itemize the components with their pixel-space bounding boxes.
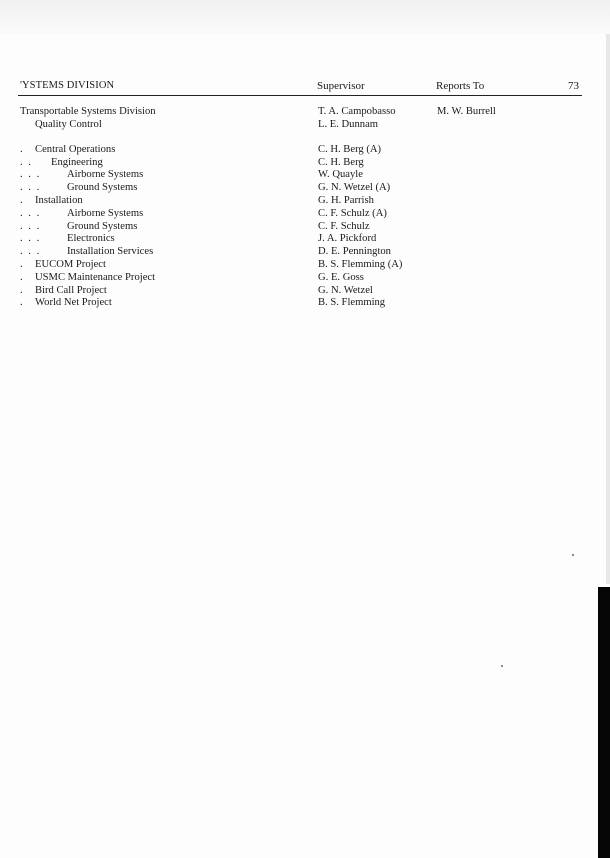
- unit-name: EUCOM Project: [35, 258, 106, 270]
- indent-dots: . . .: [20, 207, 41, 219]
- supervisor-name: J. A. Pickford: [318, 233, 377, 245]
- supervisor-name: L. E. Dunnam: [318, 118, 379, 130]
- unit-name: Engineering: [51, 156, 103, 168]
- unit-name: Airborne Systems: [67, 207, 144, 219]
- unit-name: World Net Project: [35, 297, 112, 309]
- supervisor-name: B. S. Flemming: [318, 297, 386, 309]
- indent-dots: .: [20, 194, 25, 206]
- unit-name: Transportable Systems Division: [20, 106, 156, 117]
- indent-dots: . .: [20, 156, 33, 168]
- page-header: [20, 80, 582, 94]
- division-title: 'YSTEMS DIVISION: [20, 80, 115, 91]
- scan-speck: [501, 665, 503, 667]
- table-row: [0, 169, 610, 182]
- supervisor-name: T. A. Campobasso: [318, 106, 396, 117]
- scan-top-shade: [0, 0, 610, 34]
- indent-dots: .: [20, 271, 25, 283]
- table-row: [0, 106, 610, 119]
- unit-name: Ground Systems: [67, 182, 138, 194]
- scan-binding-bar: [598, 587, 610, 858]
- reports-to-column-header: Reports To: [436, 80, 485, 92]
- table-row: [0, 285, 610, 298]
- table-row: [0, 182, 610, 195]
- unit-name: Quality Control: [35, 118, 102, 130]
- page-number: 73: [568, 80, 579, 92]
- table-row: [0, 259, 610, 272]
- supervisor-name: W. Quayle: [318, 169, 363, 181]
- indent-dots: . . .: [20, 246, 41, 258]
- unit-name: Installation Services: [67, 246, 154, 258]
- table-row: [0, 157, 610, 170]
- row-gap: [0, 132, 610, 144]
- supervisor-name: C. F. Schulz (A): [318, 207, 387, 219]
- indent-dots: . . .: [20, 233, 41, 245]
- table-row: [0, 233, 610, 246]
- indent-dots: .: [20, 284, 25, 296]
- supervisor-column-header: Supervisor: [317, 80, 365, 92]
- org-listing: [0, 106, 610, 310]
- unit-name: Electronics: [67, 233, 115, 245]
- unit-name: USMC Maintenance Project: [35, 271, 156, 283]
- table-row: [0, 246, 610, 259]
- header-rule: [18, 95, 582, 96]
- unit-name: Central Operations: [35, 143, 116, 155]
- supervisor-name: C. H. Berg: [318, 156, 364, 168]
- table-row: [0, 119, 610, 132]
- unit-name: Installation: [35, 194, 83, 206]
- reports-to-name: M. W. Burrell: [437, 106, 496, 117]
- supervisor-name: G. E. Goss: [318, 271, 364, 283]
- table-row: [0, 297, 610, 310]
- supervisor-name: G. N. Wetzel: [318, 284, 373, 296]
- indent-dots: .: [20, 258, 25, 270]
- table-row: [0, 221, 610, 234]
- supervisor-name: G. H. Parrish: [318, 194, 374, 206]
- table-row: [0, 272, 610, 285]
- indent-dots: .: [20, 143, 25, 155]
- scan-speck: [572, 554, 574, 556]
- unit-name: Bird Call Project: [35, 284, 107, 296]
- table-row: [0, 208, 610, 221]
- supervisor-name: G. N. Wetzel (A): [318, 182, 391, 194]
- table-row: [0, 195, 610, 208]
- table-row: [0, 144, 610, 157]
- unit-name: Ground Systems: [67, 220, 138, 232]
- supervisor-name: D. E. Pennington: [318, 246, 391, 258]
- indent-dots: .: [20, 297, 25, 309]
- indent-dots: . . .: [20, 182, 41, 194]
- unit-name: Airborne Systems: [67, 169, 144, 181]
- indent-dots: . . .: [20, 220, 41, 232]
- supervisor-name: C. H. Berg (A): [318, 143, 382, 155]
- supervisor-name: B. S. Flemming (A): [318, 258, 403, 270]
- supervisor-name: C. F. Schulz: [318, 220, 370, 232]
- indent-dots: . . .: [20, 169, 41, 181]
